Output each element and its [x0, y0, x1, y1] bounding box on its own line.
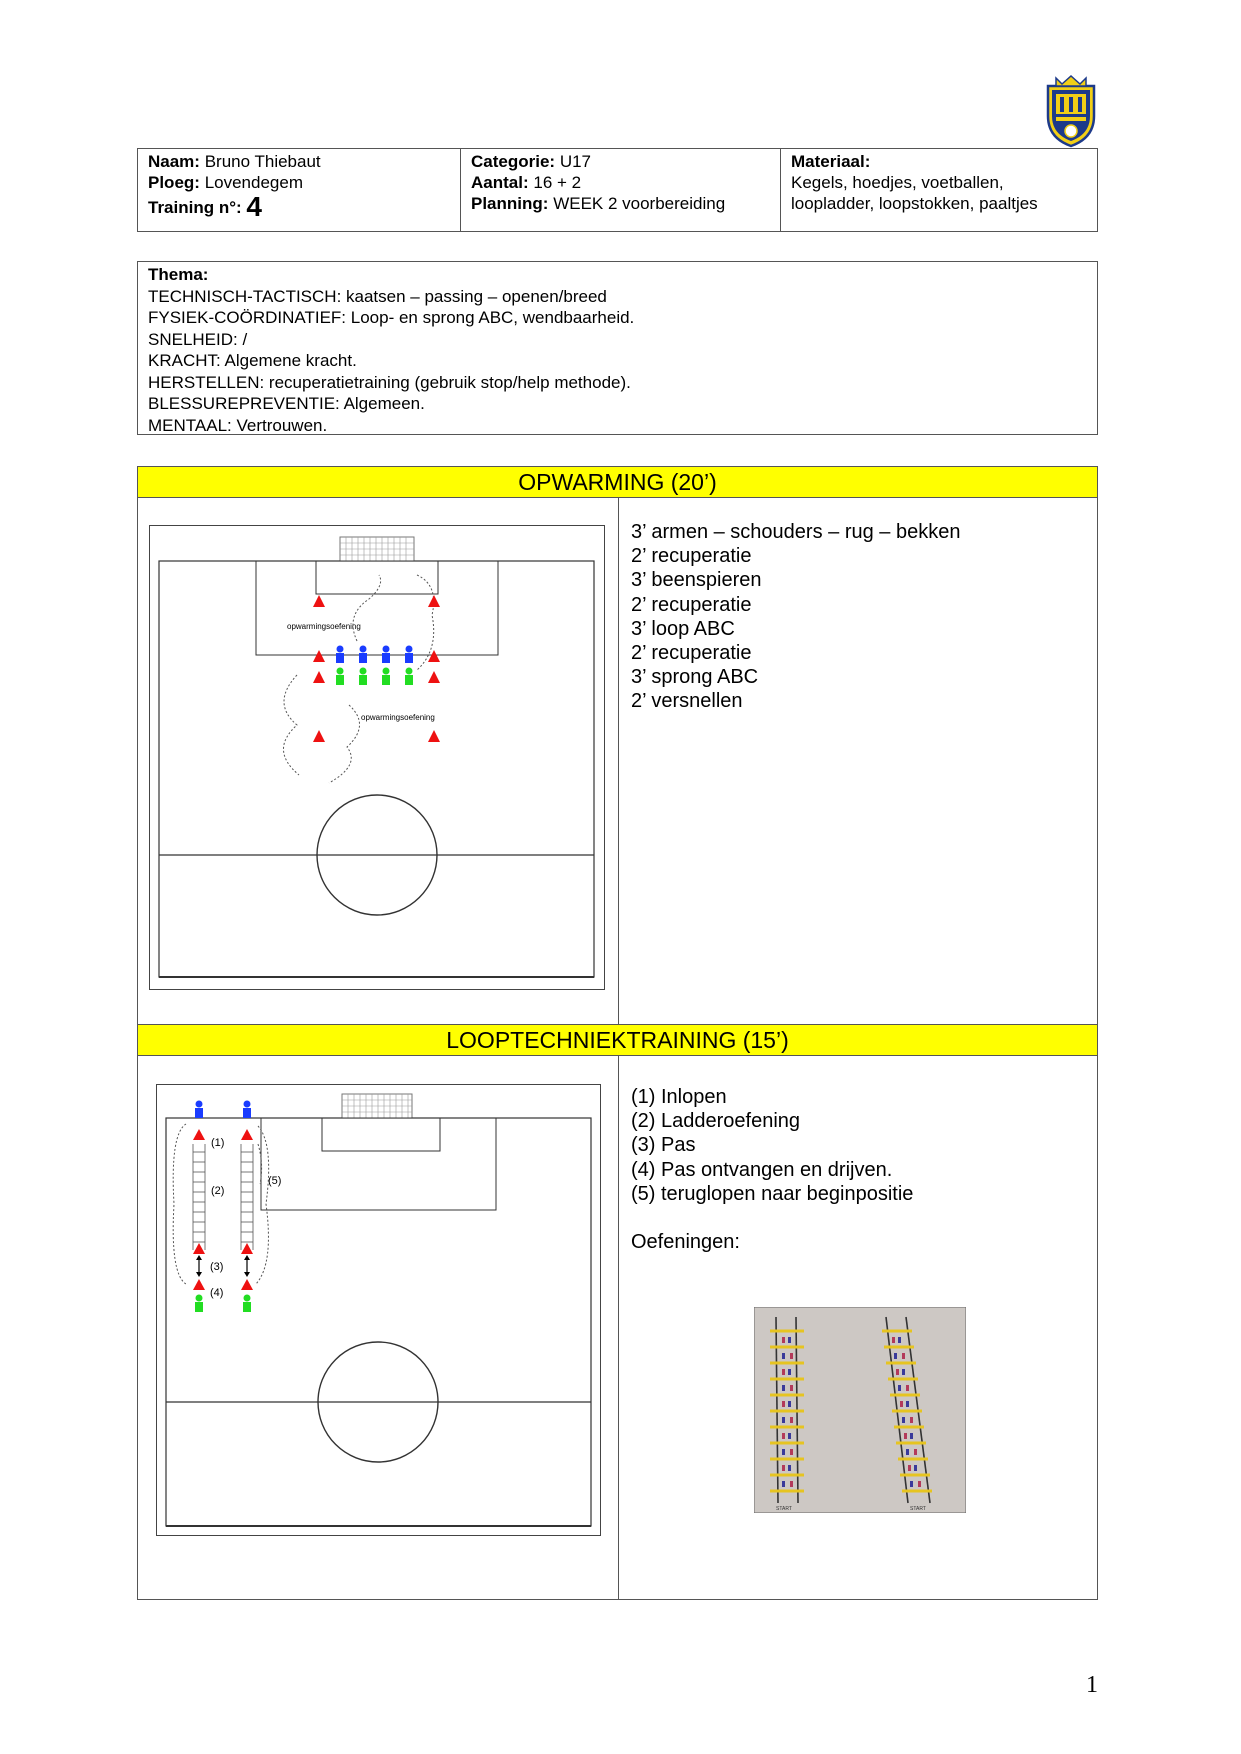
count-value: 16 + 2	[533, 173, 582, 192]
diagram-step-label: (2)	[211, 1185, 225, 1197]
training-label: Training n°:	[148, 198, 242, 217]
diagram-step-label: (1)	[211, 1137, 225, 1149]
warmup-diagram-cell	[138, 498, 619, 1024]
planning-label: Planning:	[471, 194, 549, 213]
running-line: (1) Inlopen	[631, 1086, 727, 1108]
thema-line: MENTAAL: Vertrouwen.	[148, 415, 328, 435]
running-diagram-cell	[138, 1056, 619, 1599]
club-logo	[1042, 72, 1100, 148]
running-line: (2) Ladderoefening	[631, 1110, 801, 1133]
photo-start-label: START	[776, 1506, 792, 1512]
warmup-line: 2’ recuperatie	[631, 642, 752, 665]
thema-line: BLESSUREPREVENTIE: Algemeen.	[148, 394, 425, 413]
warmup-line: 3’ loop ABC	[631, 617, 735, 640]
warmup-line: 3’ armen – schouders – rug – bekken	[631, 521, 961, 543]
ladder-exercise-photo	[754, 1307, 966, 1513]
diagram-step-label: (3)	[210, 1261, 224, 1273]
material-label: Materiaal:	[791, 152, 871, 171]
team-value: Lovendegem	[204, 173, 303, 192]
thema-line: FYSIEK-COÖRDINATIEF: Loop- en sprong ABC, wendbaarheid.	[148, 308, 635, 327]
warmup-line: 3’ beenspieren	[631, 569, 762, 592]
warmup-diagram-label: opwarmingsoefening	[287, 622, 361, 631]
thema-line: TECHNISCH-TACTISCH: kaatsen – passing – openen/breed	[148, 286, 607, 306]
material-cell	[780, 149, 1097, 231]
material-line: Kegels, hoedjes, voetballen,	[791, 173, 1004, 192]
training-number: 4	[246, 191, 262, 222]
material-line: loopladder, loopstokken, paaltjes	[791, 194, 1038, 213]
warmup-title: OPWARMING (20’)	[138, 467, 1097, 498]
running-line: (5) teruglopen naar beginpositie	[631, 1182, 914, 1205]
running-pitch-diagram	[156, 1084, 601, 1536]
exercises-label: Oefeningen:	[631, 1231, 740, 1254]
warmup-section	[137, 466, 1098, 1025]
warmup-line: 2’ versnellen	[631, 690, 743, 713]
warmup-line: 3’ sprong ABC	[631, 666, 759, 689]
diagram-step-label: (4)	[210, 1287, 224, 1299]
category-cell	[460, 149, 780, 231]
category-label: Categorie:	[471, 152, 556, 171]
running-section	[137, 1024, 1098, 1600]
planning-value: WEEK 2 voorbereiding	[553, 194, 726, 213]
thema-line: KRACHT: Algemene kracht.	[148, 351, 357, 370]
thema-box	[137, 261, 1098, 435]
thema-label: Thema:	[148, 265, 209, 284]
warmup-line: 2’ recuperatie	[631, 545, 752, 568]
warmup-schedule	[619, 498, 1097, 1024]
thema-line: SNELHEID: /	[148, 329, 248, 349]
header-table	[137, 148, 1098, 232]
name-cell	[138, 149, 460, 231]
diagram-step-label: (5)	[268, 1175, 282, 1187]
page-number: 1	[1086, 1672, 1098, 1698]
team-label: Ploeg:	[148, 173, 200, 192]
warmup-pitch-diagram	[149, 525, 605, 990]
warmup-line: 2’ recuperatie	[631, 593, 752, 616]
running-title: LOOPTECHNIEKTRAINING (15’)	[138, 1025, 1097, 1056]
running-line: (3) Pas	[631, 1134, 696, 1157]
thema-line: HERSTELLEN: recuperatietraining (gebruik stop/help methode).	[148, 372, 631, 392]
name-value: Bruno Thiebaut	[204, 152, 321, 171]
name-label: Naam:	[148, 152, 200, 171]
running-line: (4) Pas ontvangen en drijven.	[631, 1158, 893, 1181]
category-value: U17	[559, 152, 591, 171]
photo-start-label: START	[910, 1506, 926, 1512]
count-label: Aantal:	[471, 173, 529, 192]
warmup-diagram-label: opwarmingsoefening	[361, 713, 435, 722]
